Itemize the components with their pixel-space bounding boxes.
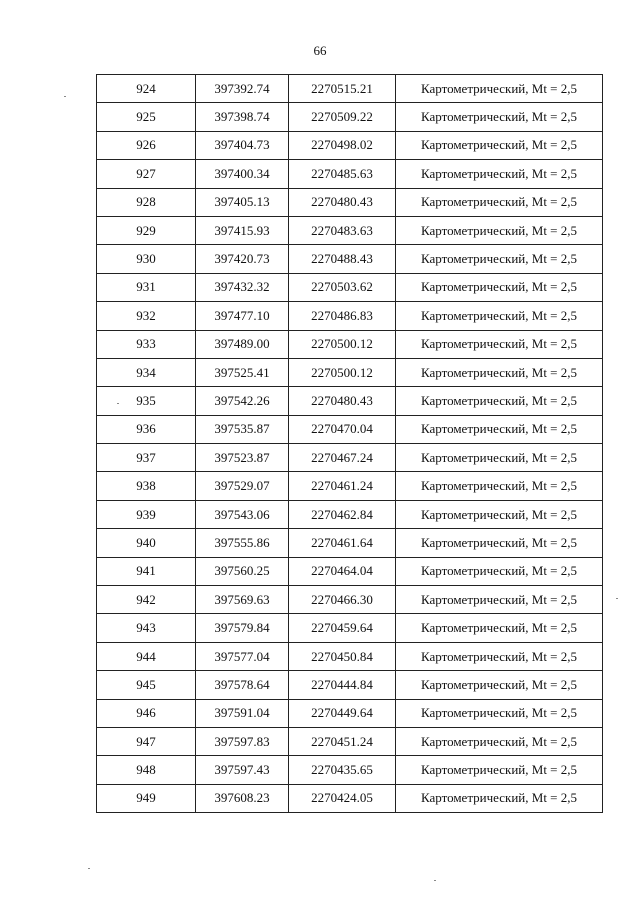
y-coordinate-cell: 2270503.62 <box>289 273 396 301</box>
x-coordinate-cell: 397579.84 <box>196 614 289 642</box>
method-cell: Картометрический, Mt = 2,5 <box>396 444 603 472</box>
table-row <box>97 358 603 386</box>
x-coordinate-cell: 397525.41 <box>196 358 289 386</box>
x-coordinate-cell: 397578.64 <box>196 671 289 699</box>
point-number-cell: 948 <box>97 756 196 784</box>
method-cell: Картометрический, Mt = 2,5 <box>396 727 603 755</box>
x-coordinate-cell: 397420.73 <box>196 245 289 273</box>
table-row <box>97 75 603 103</box>
page-number: 66 <box>313 43 327 58</box>
method-cell: Картометрический, Mt = 2,5 <box>396 586 603 614</box>
y-coordinate-cell: 2270498.02 <box>289 131 396 159</box>
table-row <box>97 699 603 727</box>
x-coordinate-cell: 397523.87 <box>196 444 289 472</box>
point-number-cell: 933 <box>97 330 196 358</box>
x-coordinate-cell: 397477.10 <box>196 302 289 330</box>
x-coordinate-cell: 397569.63 <box>196 586 289 614</box>
table-row <box>97 500 603 528</box>
table-row <box>97 586 603 614</box>
x-coordinate-cell: 397543.06 <box>196 500 289 528</box>
table-row <box>97 415 603 443</box>
table-row <box>97 557 603 585</box>
y-coordinate-cell: 2270483.63 <box>289 216 396 244</box>
x-coordinate-cell: 397535.87 <box>196 415 289 443</box>
method-cell: Картометрический, Mt = 2,5 <box>396 500 603 528</box>
y-coordinate-cell: 2270470.04 <box>289 415 396 443</box>
method-cell: Картометрический, Mt = 2,5 <box>396 302 603 330</box>
scan-speck <box>117 403 119 404</box>
point-number-cell: 942 <box>97 586 196 614</box>
table-row <box>97 727 603 755</box>
x-coordinate-cell: 397404.73 <box>196 131 289 159</box>
y-coordinate-cell: 2270424.05 <box>289 784 396 812</box>
table-row <box>97 103 603 131</box>
point-number-cell: 943 <box>97 614 196 642</box>
point-number-cell: 944 <box>97 642 196 670</box>
x-coordinate-cell: 397577.04 <box>196 642 289 670</box>
method-cell: Картометрический, Mt = 2,5 <box>396 699 603 727</box>
method-cell: Картометрический, Mt = 2,5 <box>396 358 603 386</box>
method-cell: Картометрический, Mt = 2,5 <box>396 557 603 585</box>
table-row <box>97 188 603 216</box>
table-row <box>97 529 603 557</box>
table-row <box>97 216 603 244</box>
y-coordinate-cell: 2270459.64 <box>289 614 396 642</box>
point-number-cell: 925 <box>97 103 196 131</box>
method-cell: Картометрический, Mt = 2,5 <box>396 330 603 358</box>
table-row <box>97 387 603 415</box>
method-cell: Картометрический, Mt = 2,5 <box>396 642 603 670</box>
table-row <box>97 131 603 159</box>
method-cell: Картометрический, Mt = 2,5 <box>396 671 603 699</box>
point-number-cell: 928 <box>97 188 196 216</box>
point-number-cell: 947 <box>97 727 196 755</box>
point-number-cell: 924 <box>97 75 196 103</box>
y-coordinate-cell: 2270450.84 <box>289 642 396 670</box>
point-number-cell: 927 <box>97 160 196 188</box>
method-cell: Картометрический, Mt = 2,5 <box>396 103 603 131</box>
method-cell: Картометрический, Mt = 2,5 <box>396 131 603 159</box>
x-coordinate-cell: 397489.00 <box>196 330 289 358</box>
x-coordinate-cell: 397560.25 <box>196 557 289 585</box>
y-coordinate-cell: 2270500.12 <box>289 330 396 358</box>
point-number-cell: 938 <box>97 472 196 500</box>
table-row <box>97 273 603 301</box>
point-number-cell: 934 <box>97 358 196 386</box>
y-coordinate-cell: 2270488.43 <box>289 245 396 273</box>
point-number-cell: 926 <box>97 131 196 159</box>
y-coordinate-cell: 2270451.24 <box>289 727 396 755</box>
scan-speck <box>88 868 90 869</box>
method-cell: Картометрический, Mt = 2,5 <box>396 188 603 216</box>
y-coordinate-cell: 2270480.43 <box>289 387 396 415</box>
y-coordinate-cell: 2270480.43 <box>289 188 396 216</box>
method-cell: Картометрический, Mt = 2,5 <box>396 160 603 188</box>
x-coordinate-cell: 397608.23 <box>196 784 289 812</box>
x-coordinate-cell: 397591.04 <box>196 699 289 727</box>
point-number-cell: 946 <box>97 699 196 727</box>
point-number-cell: 929 <box>97 216 196 244</box>
y-coordinate-cell: 2270509.22 <box>289 103 396 131</box>
table-row <box>97 756 603 784</box>
x-coordinate-cell: 397597.83 <box>196 727 289 755</box>
point-number-cell: 949 <box>97 784 196 812</box>
table-row <box>97 671 603 699</box>
point-number-cell: 935 <box>97 387 196 415</box>
x-coordinate-cell: 397555.86 <box>196 529 289 557</box>
y-coordinate-cell: 2270500.12 <box>289 358 396 386</box>
method-cell: Картометрический, Mt = 2,5 <box>396 614 603 642</box>
point-number-cell: 939 <box>97 500 196 528</box>
y-coordinate-cell: 2270467.24 <box>289 444 396 472</box>
method-cell: Картометрический, Mt = 2,5 <box>396 784 603 812</box>
x-coordinate-cell: 397542.26 <box>196 387 289 415</box>
y-coordinate-cell: 2270515.21 <box>289 75 396 103</box>
x-coordinate-cell: 397432.32 <box>196 273 289 301</box>
table-row <box>97 642 603 670</box>
coordinates-table <box>96 74 603 813</box>
y-coordinate-cell: 2270466.30 <box>289 586 396 614</box>
coordinates-table-body <box>97 75 603 813</box>
point-number-cell: 937 <box>97 444 196 472</box>
point-number-cell: 936 <box>97 415 196 443</box>
method-cell: Картометрический, Mt = 2,5 <box>396 529 603 557</box>
scan-speck <box>616 598 618 599</box>
y-coordinate-cell: 2270461.64 <box>289 529 396 557</box>
x-coordinate-cell: 397392.74 <box>196 75 289 103</box>
method-cell: Картометрический, Mt = 2,5 <box>396 216 603 244</box>
method-cell: Картометрический, Mt = 2,5 <box>396 273 603 301</box>
table-row <box>97 472 603 500</box>
method-cell: Картометрический, Mt = 2,5 <box>396 387 603 415</box>
method-cell: Картометрический, Mt = 2,5 <box>396 245 603 273</box>
point-number-cell: 940 <box>97 529 196 557</box>
table-row <box>97 784 603 812</box>
point-number-cell: 930 <box>97 245 196 273</box>
method-cell: Картометрический, Mt = 2,5 <box>396 75 603 103</box>
table-row <box>97 330 603 358</box>
point-number-cell: 932 <box>97 302 196 330</box>
y-coordinate-cell: 2270461.24 <box>289 472 396 500</box>
table-row <box>97 302 603 330</box>
y-coordinate-cell: 2270485.63 <box>289 160 396 188</box>
x-coordinate-cell: 397405.13 <box>196 188 289 216</box>
x-coordinate-cell: 397400.34 <box>196 160 289 188</box>
point-number-cell: 931 <box>97 273 196 301</box>
table-row <box>97 444 603 472</box>
x-coordinate-cell: 397398.74 <box>196 103 289 131</box>
method-cell: Картометрический, Mt = 2,5 <box>396 756 603 784</box>
scan-speck <box>434 880 436 881</box>
point-number-cell: 941 <box>97 557 196 585</box>
method-cell: Картометрический, Mt = 2,5 <box>396 415 603 443</box>
y-coordinate-cell: 2270486.83 <box>289 302 396 330</box>
method-cell: Картометрический, Mt = 2,5 <box>396 472 603 500</box>
scan-speck <box>64 96 66 97</box>
y-coordinate-cell: 2270464.04 <box>289 557 396 585</box>
table-row <box>97 160 603 188</box>
y-coordinate-cell: 2270435.65 <box>289 756 396 784</box>
table-row <box>97 245 603 273</box>
y-coordinate-cell: 2270449.64 <box>289 699 396 727</box>
x-coordinate-cell: 397415.93 <box>196 216 289 244</box>
table-row <box>97 614 603 642</box>
y-coordinate-cell: 2270462.84 <box>289 500 396 528</box>
y-coordinate-cell: 2270444.84 <box>289 671 396 699</box>
x-coordinate-cell: 397597.43 <box>196 756 289 784</box>
x-coordinate-cell: 397529.07 <box>196 472 289 500</box>
point-number-cell: 945 <box>97 671 196 699</box>
